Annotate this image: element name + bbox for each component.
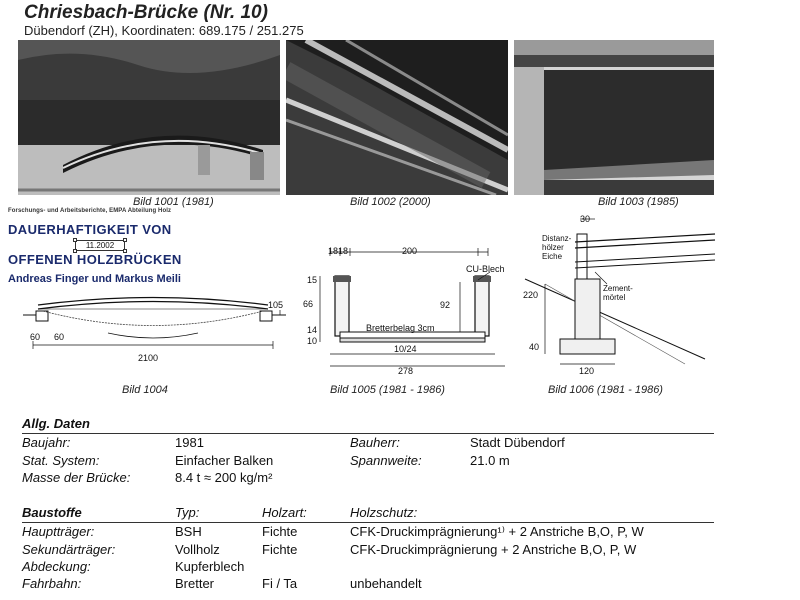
baustoffe-heading: Baustoffe — [22, 505, 82, 520]
label-abdeckung: Abdeckung: — [22, 559, 91, 574]
label-distanzhoelzer-2: hölzer — [542, 243, 564, 252]
dim-30: 30 — [580, 214, 591, 224]
dim-18a: 18 — [328, 246, 339, 256]
label-sekundaertraeger: Sekundärträger: — [22, 542, 116, 557]
drawing-1006-caption: Bild 1006 (1981 - 1986) — [548, 384, 663, 396]
dim-span: 2100 — [138, 353, 159, 363]
dim-40: 40 — [529, 342, 540, 352]
label-cu-blech: CU-Blech — [466, 264, 505, 274]
dim-278: 278 — [398, 366, 414, 376]
label-zementmoertel-1: Zement- — [603, 284, 633, 293]
dim-120: 120 — [579, 366, 595, 376]
label-distanzhoelzer-1: Distanz- — [542, 234, 572, 243]
drawing-1004 — [18, 285, 288, 375]
typ-sekundaertraeger: Vollholz — [175, 542, 220, 557]
photo-1003-caption: Bild 1003 (1985) — [598, 196, 679, 208]
label-fahrbahn: Fahrbahn: — [22, 576, 82, 591]
photo-1002 — [286, 40, 508, 195]
dim-220: 220 — [523, 290, 539, 300]
date-stamp — [75, 240, 125, 251]
value-stat-system: Einfacher Balken — [175, 453, 274, 468]
typ-haupttraeger: BSH — [175, 524, 202, 539]
photo-1002-caption: Bild 1002 (2000) — [350, 196, 431, 208]
dim-92: 92 — [440, 300, 451, 310]
publisher-line: Forschungs- und Arbeitsberichte, EMPA Abteilung Holz — [8, 208, 172, 214]
dim-15: 15 — [307, 275, 318, 285]
resize-handle — [73, 238, 77, 242]
col-holzart: Holzart: — [262, 505, 307, 520]
label-distanzhoelzer-3: Eiche — [542, 252, 563, 261]
typ-abdeckung: Kupferblech — [175, 559, 245, 574]
dim-10-24: 10/24 — [394, 344, 417, 354]
holzart-sekundaertraeger: Fichte — [262, 542, 298, 557]
label-haupttraeger: Hauptträger: — [22, 524, 95, 539]
value-spannweite: 21.0 m — [470, 453, 510, 468]
drawing-1004-caption: Bild 1004 — [122, 384, 168, 396]
drawing-1005-caption: Bild 1005 (1981 - 1986) — [330, 384, 445, 396]
schutz-sekundaertraeger: CFK-Druckimprägnierung + 2 Anstriche B,O, P, W — [350, 542, 637, 557]
allg-divider — [22, 433, 714, 434]
holzart-fahrbahn: Fi / Ta — [262, 576, 298, 591]
drawing-1005 — [300, 244, 512, 380]
allg-daten-heading: Allg. Daten — [22, 416, 90, 431]
schutz-haupttraeger: CFK-Druckimprägnierung¹⁾ + 2 Anstriche B,O, P, W — [350, 524, 644, 539]
photo-1003 — [514, 40, 714, 195]
dim-height: 105 — [268, 300, 284, 310]
dim-66: 66 — [303, 299, 314, 309]
photo-1001 — [18, 40, 280, 195]
dim-18b: 18 — [338, 246, 349, 256]
value-masse: 8.4 t ≈ 200 kg/m² — [175, 470, 273, 485]
label-masse: Masse der Brücke: — [22, 470, 131, 485]
value-bauherr: Stadt Dübendorf — [470, 435, 565, 450]
date-stamp-text: 11.2002 — [85, 241, 115, 250]
resize-handle — [123, 238, 127, 242]
label-baujahr: Baujahr: — [22, 435, 71, 450]
typ-fahrbahn: Bretter — [175, 576, 215, 591]
report-title-line2: OFFENEN HOLZBRÜCKEN — [8, 252, 182, 267]
report-title-line1: DAUERHAFTIGKEIT VON — [8, 222, 172, 237]
col-typ: Typ: — [175, 505, 200, 520]
dim-200: 200 — [402, 246, 418, 256]
dim-right-60: 60 — [54, 332, 65, 342]
drawing-1006 — [515, 214, 715, 380]
value-baujahr: 1981 — [175, 435, 204, 450]
baustoffe-divider — [22, 522, 714, 523]
page-title: Chriesbach-Brücke (Nr. 10) — [24, 2, 268, 23]
label-stat-system: Stat. System: — [22, 453, 100, 468]
label-zementmoertel-2: mörtel — [603, 293, 626, 302]
schutz-fahrbahn: unbehandelt — [350, 576, 422, 591]
photo-1001-caption: Bild 1001 (1981) — [133, 196, 214, 208]
report-authors: Andreas Finger und Markus Meili — [8, 273, 181, 285]
label-bauherr: Bauherr: — [350, 435, 400, 450]
label-bretterbelag: Bretterbelag 3cm — [366, 323, 435, 333]
location-subtitle: Dübendorf (ZH), Koordinaten: 689.175 / 251.275 — [24, 23, 304, 38]
dim-14: 14 — [307, 325, 318, 335]
dim-10: 10 — [307, 336, 318, 346]
label-spannweite: Spannweite: — [350, 453, 422, 468]
holzart-haupttraeger: Fichte — [262, 524, 298, 539]
col-holzschutz: Holzschutz: — [350, 505, 418, 520]
dim-left-60: 60 — [30, 332, 41, 342]
